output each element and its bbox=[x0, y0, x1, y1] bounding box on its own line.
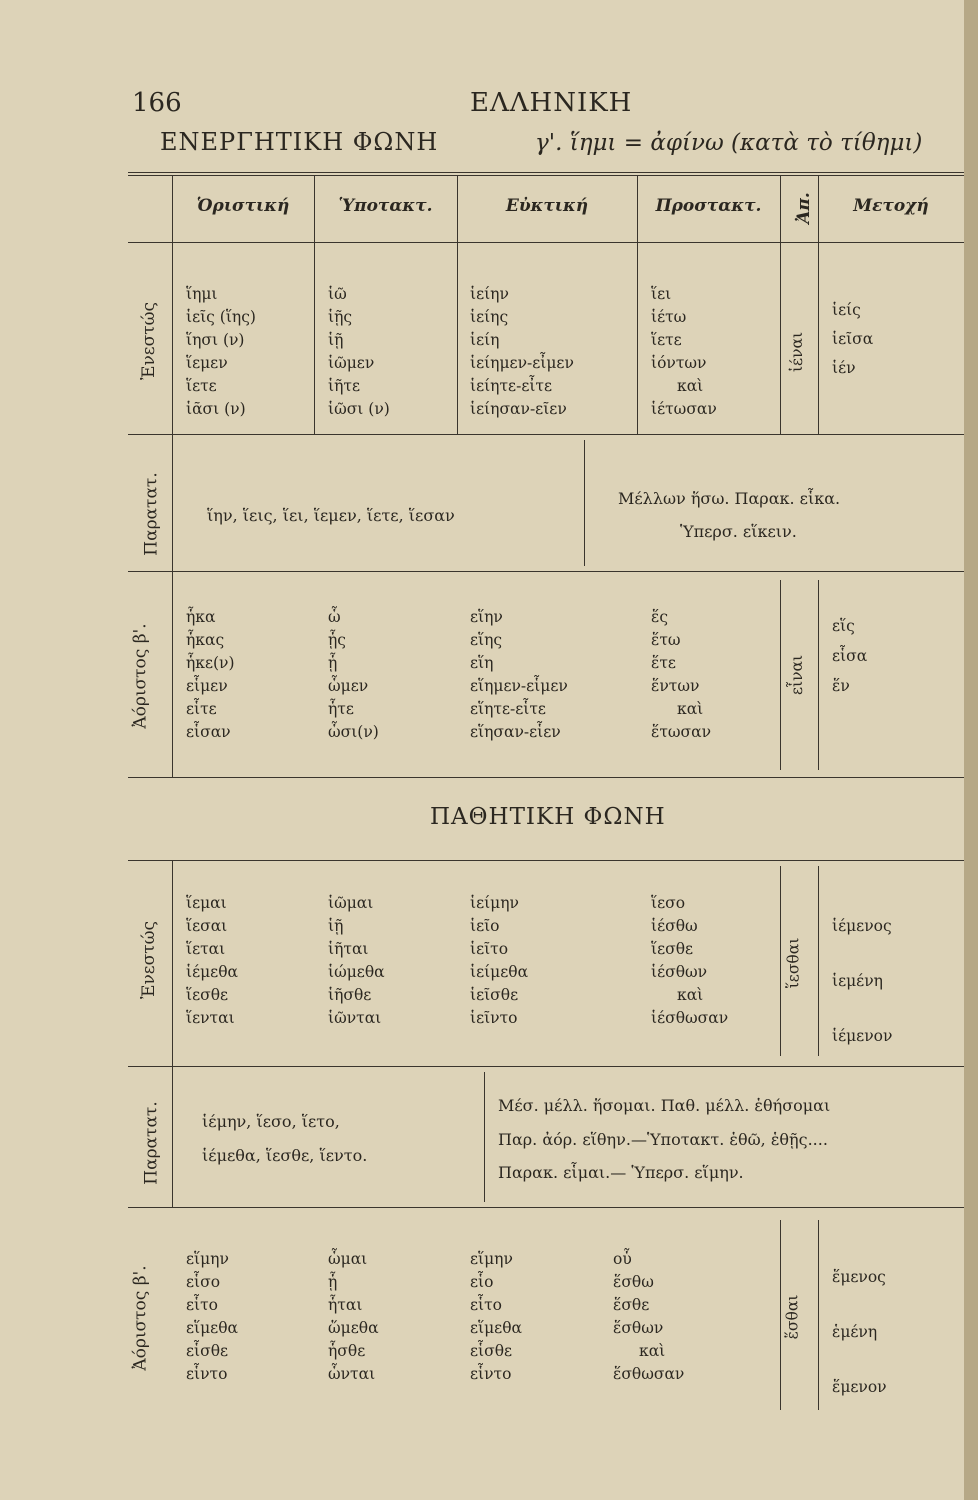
col-divider bbox=[818, 866, 819, 1056]
passive-imperfect-forms-2: ἱέμεθα, ἵεσθε, ἵεντο. bbox=[202, 1146, 368, 1165]
passive-present-subjunctive: ἱῶμαι ἱῇ ἱῆται ἱώμεθα ἱῆσθε ἱῶνται bbox=[328, 894, 385, 1027]
page-edge bbox=[964, 0, 978, 1500]
column-header-indicative: Ὁριστική bbox=[196, 196, 290, 216]
col-divider bbox=[457, 175, 458, 434]
page-number: 166 bbox=[132, 88, 182, 118]
passive-aorist-participle: ἕμενος ἑμένη ἕμενον bbox=[832, 1268, 887, 1396]
rule-row bbox=[128, 777, 964, 778]
column-header-imperative: Προστακτ. bbox=[655, 196, 762, 216]
passive-aorist-imperative: οὗ ἕσθω ἕσθε ἕσθων καὶ ἕσθωσαν bbox=[613, 1250, 685, 1383]
col-divider bbox=[818, 175, 819, 434]
rule-row bbox=[128, 1066, 964, 1067]
active-present-indicative: ἵημι ἱεῖς (ἵης) ἵησι (ν) ἵεμεν ἵετε ἱᾶσι (ν) bbox=[186, 285, 256, 418]
passive-aorist-indicative: εἵμην εἷσο εἷτο εἵμεθα εἷσθε εἷντο bbox=[186, 1250, 239, 1383]
passive-present-infinitive: ἵεσθαι bbox=[784, 937, 803, 989]
col-divider bbox=[818, 1220, 819, 1410]
rule-top-2 bbox=[128, 175, 964, 176]
col-divider bbox=[314, 175, 315, 434]
active-aorist-infinitive: εἷναι bbox=[788, 654, 807, 696]
passive-present-optative: ἱείμην ἱεῖο ἱεῖτο ἱείμεθα ἱεῖσθε ἱεῖντο bbox=[470, 894, 529, 1027]
active-future-perfect-note: Μέλλων ἥσω. Παρακ. εἷκα. bbox=[618, 489, 841, 508]
col-divider bbox=[484, 1072, 485, 1202]
active-aorist-optative: εἵην εἵης εἵη εἵημεν-εἷμεν εἵητε-εἷτε εἵησαν-εἷεν bbox=[470, 608, 568, 741]
active-pluperfect-note: Ὑπερσ. εἵκειν. bbox=[680, 522, 797, 541]
active-aorist-imperative: ἕς ἕτω ἕτε ἕντων καὶ ἕτωσαν bbox=[651, 608, 712, 741]
active-aorist-participle: εἵς εἷσα ἕν bbox=[832, 617, 868, 695]
row-label-passive-imperfect: Παρατατ. bbox=[141, 1101, 162, 1185]
column-header-infinitive: Ἀπ. bbox=[793, 192, 814, 224]
rule-header-bottom bbox=[128, 242, 964, 243]
col-divider bbox=[818, 580, 819, 770]
column-header-optative: Εὐκτική bbox=[505, 196, 589, 216]
passive-present-participle: ἱέμενος ἱεμένη ἱέμενον bbox=[832, 917, 893, 1045]
passive-aorist-optative: εἵμην εἷο εἷτο εἵμεθα εἷσθε εἷντο bbox=[470, 1250, 523, 1383]
active-present-optative: ἱείην ἱείης ἱείη ἱείημεν-εἶμεν ἱείητε-εἶτε ἱείησαν-εῖεν bbox=[470, 285, 574, 418]
active-aorist-indicative: ἧκα ἧκας ἧκε(ν) εἷμεν εἷτε εἷσαν bbox=[186, 608, 235, 741]
rule-row bbox=[128, 571, 964, 572]
row-label-active-present: Ἐνεστώς bbox=[139, 301, 160, 381]
passive-aorist-note: Παρ. ἀόρ. εἵθην.—Ὑποτακτ. ἑθῶ, ἑθῇς.... bbox=[498, 1130, 828, 1149]
passive-present-indicative: ἵεμαι ἵεσαι ἵεται ἱέμεθα ἵεσθε ἵενται bbox=[186, 894, 239, 1027]
rule-row bbox=[128, 860, 964, 861]
row-label-active-aorist: Ἀόριστος β'. bbox=[130, 623, 151, 729]
passive-aorist-subjunctive: ὧμαι ᾗ ἧται ὥμεθα ἧσθε ὧνται bbox=[328, 1250, 379, 1383]
active-imperfect-forms: ἵην, ἵεις, ἵει, ἵεμεν, ἵετε, ἵεσαν bbox=[207, 506, 455, 525]
col-divider bbox=[637, 175, 638, 434]
rule-row bbox=[128, 434, 964, 435]
passive-voice-heading: ΠΑΘΗΤΙΚΗ ΦΩΝΗ bbox=[430, 804, 666, 830]
rule-row bbox=[128, 1207, 964, 1208]
passive-present-imperative: ἵεσο ἱέσθω ἵεσθε ἱέσθων καὶ ἱέσθωσαν bbox=[651, 894, 729, 1027]
passive-aorist-infinitive: ἕσθαι bbox=[783, 1294, 802, 1340]
active-present-infinitive: ἱέναι bbox=[788, 331, 807, 373]
active-present-participle: ἱείς ἱεῖσα ἱέν bbox=[832, 301, 874, 377]
active-voice-heading: ΕΝΕΡΓΗΤΙΚΗ ΦΩΝΗ bbox=[160, 128, 439, 156]
passive-imperfect-forms-1: ἱέμην, ἵεσο, ἵετο, bbox=[202, 1112, 340, 1131]
verb-title: γ'. ἵημι = ἀφίνω (κατὰ τὸ τίθημι) bbox=[535, 130, 923, 156]
passive-perfect-note: Παρακ. εἷμαι.— Ὑπερσ. εἵμην. bbox=[498, 1163, 744, 1182]
active-present-imperative: ἵει ἱέτω ἵετε ἱόντων καὶ ἱέτωσαν bbox=[651, 285, 717, 418]
rule-top-1 bbox=[128, 172, 964, 173]
col-divider bbox=[780, 1220, 781, 1410]
col-divider bbox=[172, 175, 173, 777]
row-label-active-imperfect: Παρατατ. bbox=[141, 472, 162, 556]
running-head: ΕΛΛΗΝΙΚΗ bbox=[470, 88, 633, 118]
col-divider bbox=[780, 175, 781, 434]
col-divider bbox=[780, 580, 781, 770]
col-divider bbox=[780, 866, 781, 1056]
row-label-passive-aorist: Ἀόριστος β'. bbox=[130, 1265, 151, 1371]
column-header-subjunctive: Ὑποτακτ. bbox=[338, 196, 433, 216]
column-header-participle: Μετοχή bbox=[853, 196, 929, 216]
col-divider bbox=[172, 860, 173, 1207]
row-label-passive-present: Ἐνεστώς bbox=[139, 920, 160, 1000]
active-present-subjunctive: ἱῶ ἱῇς ἱῇ ἱῶμεν ἱῆτε ἱῶσι (ν) bbox=[328, 285, 390, 418]
active-aorist-subjunctive: ὧ ᾗς ᾗ ὧμεν ἧτε ὧσι(ν) bbox=[328, 608, 379, 741]
passive-future-note: Μέσ. μέλλ. ἥσομαι. Παθ. μέλλ. ἑθήσομαι bbox=[498, 1096, 831, 1115]
col-divider bbox=[584, 440, 585, 566]
